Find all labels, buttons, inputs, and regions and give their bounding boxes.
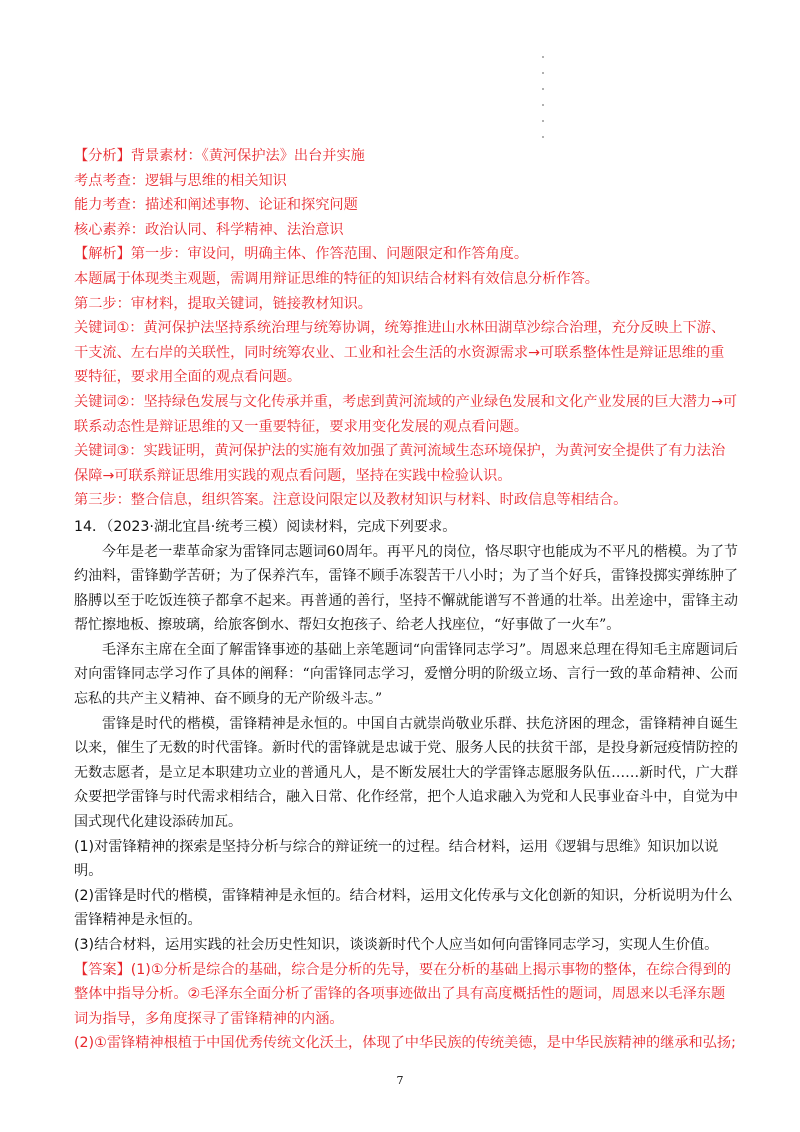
keyword-1: 关键词①：黄河保护法坚持系统治理与统筹协调，统筹推进山水林田湖草沙综合治理，充分反映上下游、干支流、左右岸的关联性，同时统筹农业、工业和社会生活的水资源需求→可联系整体性是辩证思维的重要特征，要求用全面的观点看问题。: [74, 320, 726, 386]
explanation-step1-detail: 本题属于体现类主观题，需调用辩证思维的特征的知识结合材料有效信息分析作答。: [74, 270, 599, 287]
material-paragraph-2: 毛泽东主席在全面了解雷锋事迹的基础上亲笔题词“向雷锋同志学习”。周恩来总理在得知毛主席题词后对向雷锋同志学习作了具体的阐释：“向雷锋同志学习，爱憎分明的阶级立场、言行一致的革命精神、公而忘私的共产主义精神、奋不顾身的无产阶级斗志。”: [74, 641, 738, 708]
material-paragraph-1: 今年是老一辈革命家为雷锋同志题词60周年。再平凡的岗位，恪尽职守也能成为不平凡的楷模。为了节约油料，雷锋勤学苦研；为了保养汽车，雷锋不顾手冻裂苦干八小时；为了当个好兵，雷锋投掷实弹练肿了胳膊以至于吃饭连筷子都拿不起来。再普通的善行，坚持不懈就能谱写不普通的壮举。出差途中，雷锋主动帮忙擦地板、擦玻璃，给旅客倒水、帮妇女抱孩子、给老人找座位，“好事做了一火车”。: [74, 543, 738, 634]
question-14-part-3: (3)结合材料，运用实践的社会历史性知识，谈谈新时代个人应当如何向雷锋同志学习，实现人生价值。: [74, 937, 719, 953]
page-number: 7: [396, 1074, 404, 1087]
question-14-heading: 14．（2023·湖北宜昌·统考三模）阅读材料，完成下列要求。: [74, 518, 457, 535]
answer-part-1: 【答案】(1)①分析是综合的基础，综合是分析的先导，要在分析的基础上揭示事物的整体，在综合得到的整体中指导分析。②毛泽东全面分析了雷锋的各项事迹做出了具有高度概括性的题词，周恩来以毛泽东题词为指导，多角度探寻了雷锋精神的内涵。: [74, 961, 732, 1027]
question-14-part-1: (1)对雷锋精神的探索是坚持分析与综合的辩证统一的过程。结合材料，运用《逻辑与思维》知识加以说明。: [74, 838, 719, 880]
analysis-ability: 能力考查：描述和阐述事物、论证和探究问题: [74, 197, 358, 214]
explanation-step2: 第二步：审材料，提取关键词，链接教材知识。: [74, 295, 372, 312]
decorative-dots: [540, 56, 548, 152]
answer-part-2: (2)①雷锋精神根植于中国优秀传统文化沃土，体现了中华民族的传统美德，是中华民族精神的继承和弘扬;: [74, 1035, 736, 1052]
analysis-knowledge: 考点考查：逻辑与思维的相关知识: [74, 172, 287, 189]
question-14-part-2: (2)雷锋是时代的楷模，雷锋精神是永恒的。结合材料，运用文化传承与文化创新的知识，分析说明为什么雷锋精神是永恒的。: [74, 887, 733, 929]
analysis-literacy: 核心素养：政治认同、科学精神、法治意识: [74, 221, 344, 238]
analysis-background: 【分析】背景素材：《黄河保护法》出台并实施: [74, 148, 365, 164]
keyword-2: 关键词②：坚持绿色发展与文化传承并重，考虑到黄河流域的产业绿色发展和文化产业发展的巨大潜力→可联系动态性是辩证思维的又一重要特征，要求用变化发展的观点看问题。: [74, 393, 738, 435]
page-content: [74, 144, 738, 1056]
explanation-step3: 第三步：整合信息，组织答案。注意设问限定以及教材知识与材料、时政信息等相结合。: [74, 492, 628, 509]
keyword-3: 关键词③：实践证明，黄河保护法的实施有效加强了黄河流域生态环境保护，为黄河安全提供了有力法治保障→可联系辩证思维用实践的观点看问题，坚持在实践中检验认识。: [74, 443, 726, 484]
material-paragraph-3: 雷锋是时代的楷模，雷锋精神是永恒的。中国自古就崇尚敬业乐群、扶危济困的理念，雷锋精神自诞生以来，催生了无数的时代雷锋。新时代的雷锋就是忠诚于党、服务人民的扶贫干部，是投身新冠疫情防控的无数志愿者，是立足本职建功立业的普通凡人，是不断发展壮大的学雷锋志愿服务队伍……新时代，广大群众要把学雷锋与时代需求相结合，融入日常、化作经常，把个人追求融入为党和人民事业奋斗中，自觉为中国式现代化建设添砖加瓦。: [74, 715, 738, 831]
explanation-step1: 【解析】第一步：审设问，明确主体、作答范围、问题限定和作答角度。: [74, 246, 529, 263]
